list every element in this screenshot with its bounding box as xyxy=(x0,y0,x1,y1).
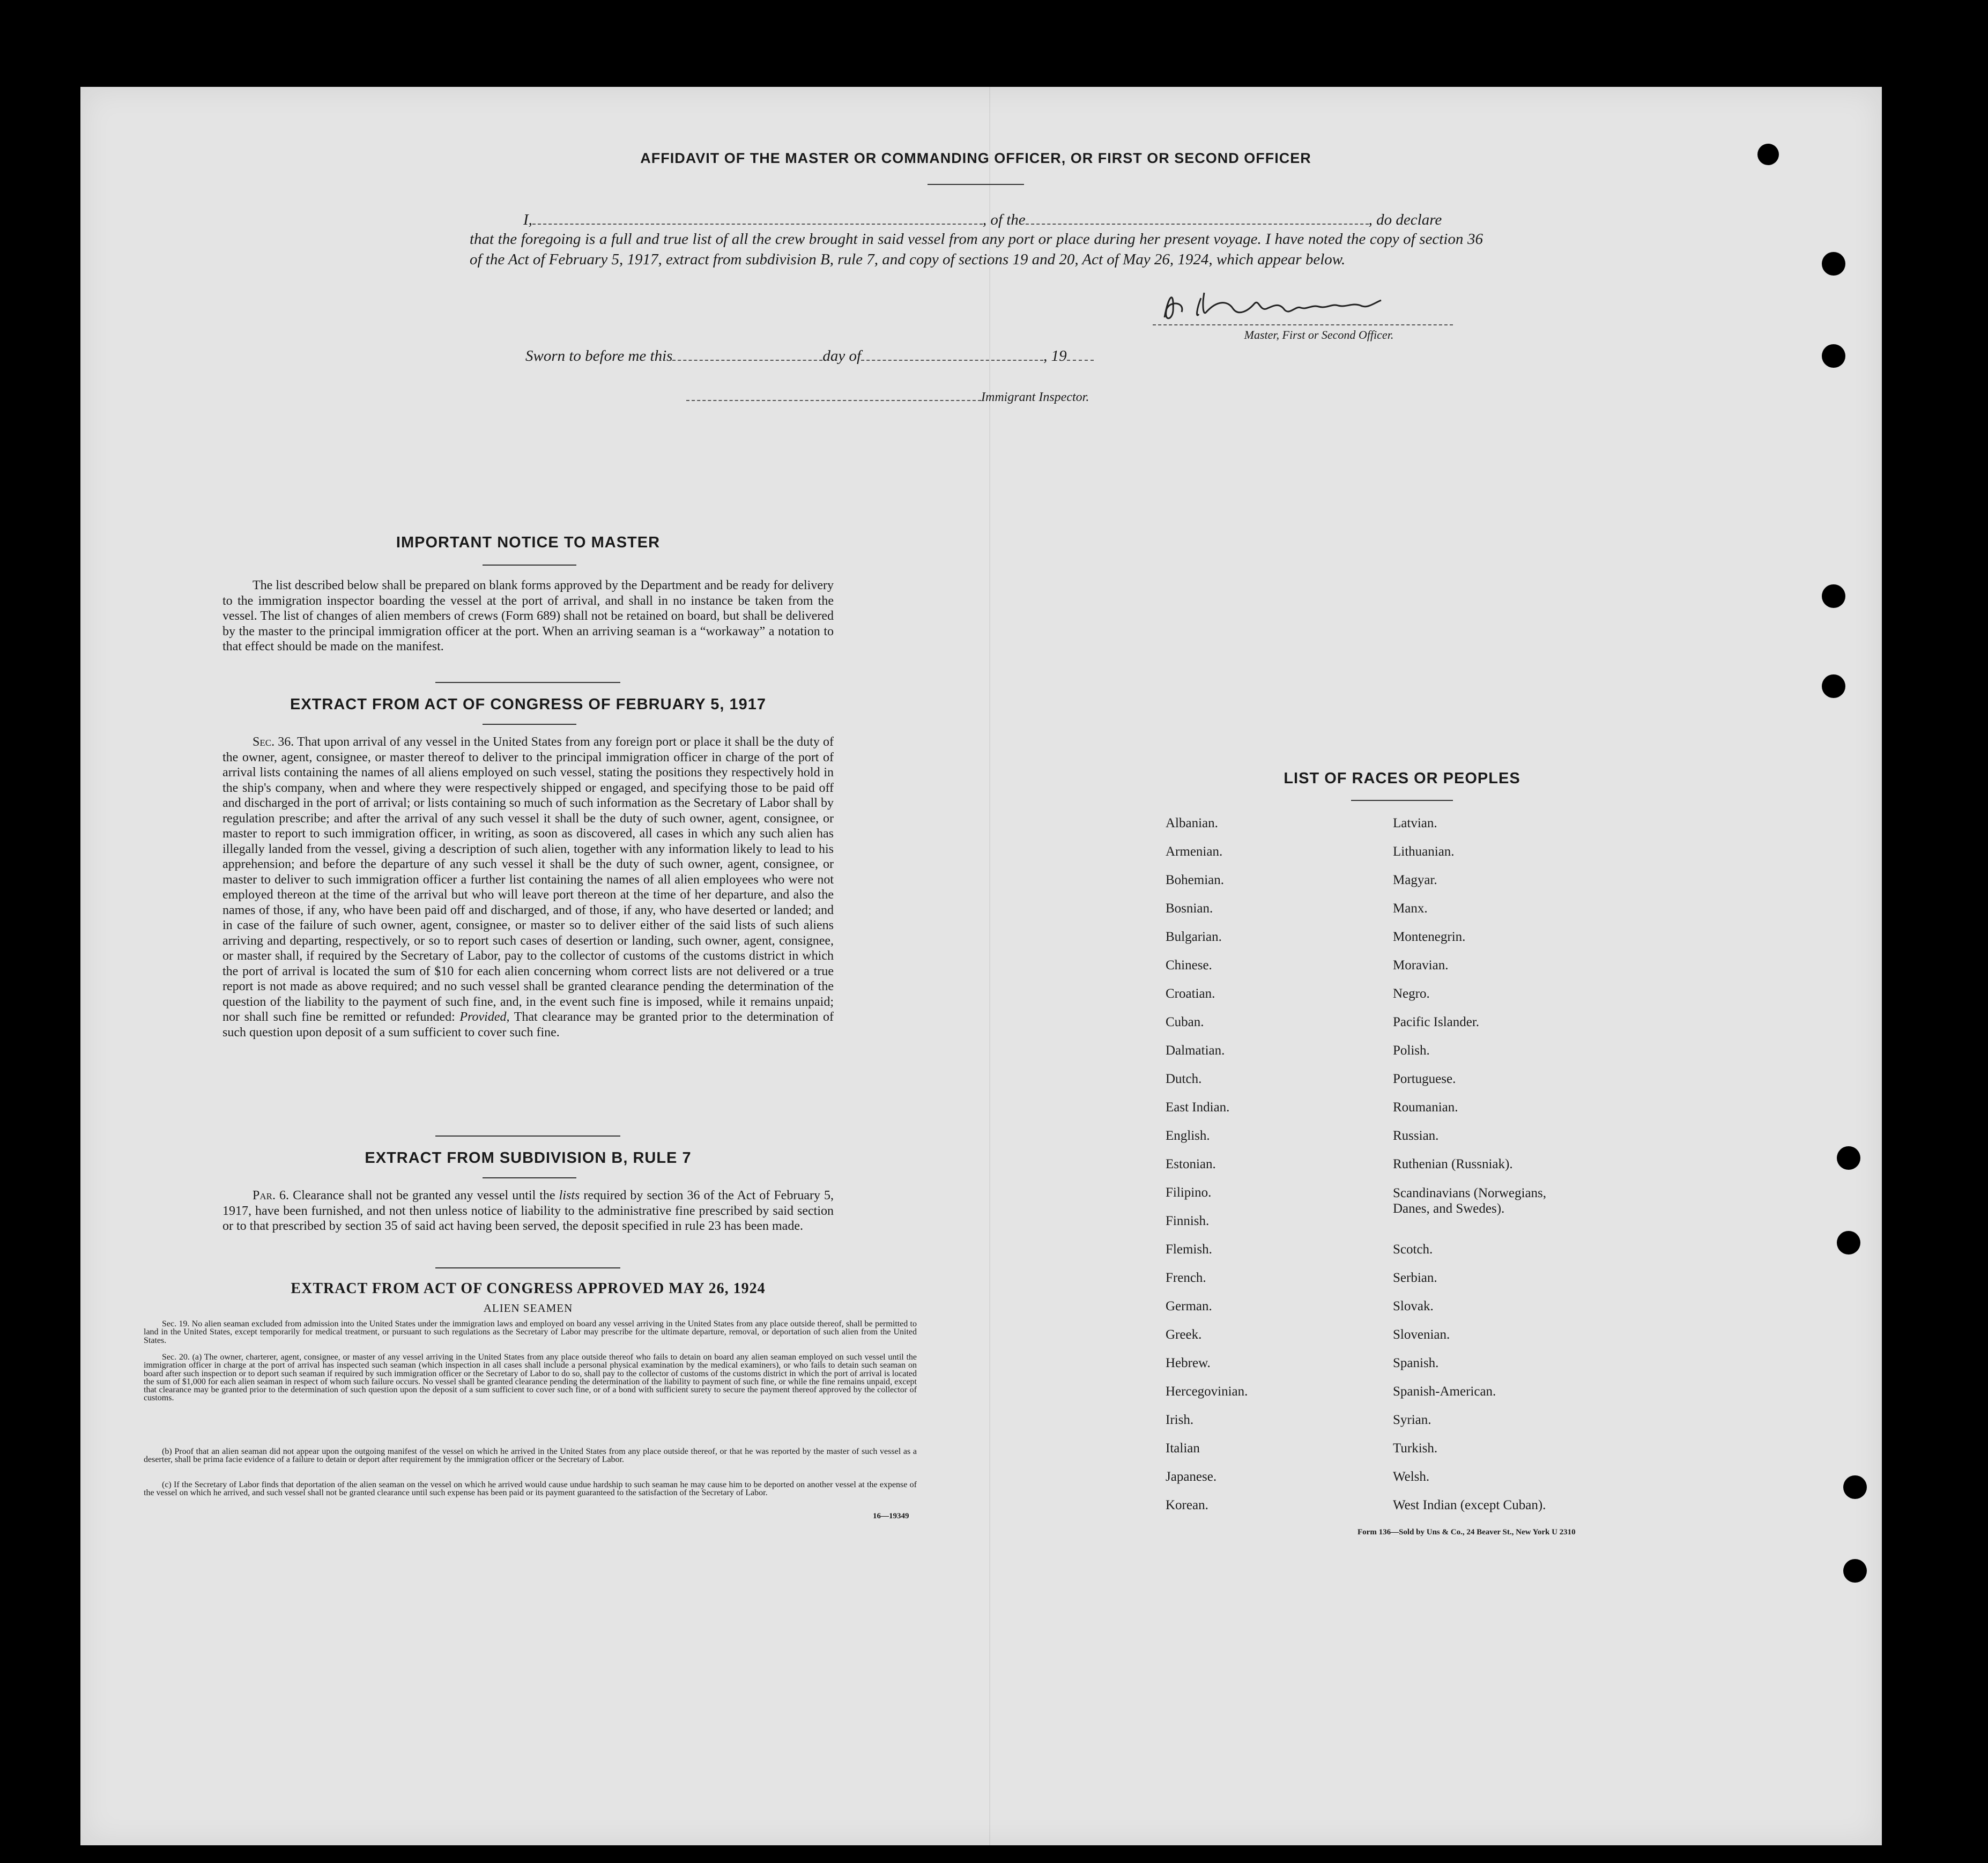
binder-hole xyxy=(1843,1475,1867,1499)
race-item: Dalmatian. xyxy=(1166,1043,1225,1058)
race-item: Greek. xyxy=(1166,1327,1202,1342)
race-item: Slovenian. xyxy=(1393,1327,1450,1342)
extract-1917-underline xyxy=(483,724,576,725)
race-item: Magyar. xyxy=(1393,873,1437,887)
form-note: Form 136—Sold by Uns & Co., 24 Beaver St., New York U 2310 xyxy=(1358,1528,1576,1537)
section-36-body: That upon arrival of any vessel in the United States from any foreign port or place it shall be the duty of the owner, agent, consignee, or master thereof to deliver to the principal immigration officer in charge of the port of arrival lists containing the names of all aliens employed on such vessel, stating the positions they respectively hold in the ship's company, when and where they were respectively shipped or engaged, and specifying those to be paid off and discharged in the port of arrival; or lists containing so much of such information as the Secretary of Labor shall by regulation prescribe; and after the arrival of any such vessel it shall be the duty of such owner, agent, consignee, or master to report to such immigration officer, in writing, as soon as discovered, all cases in which any such alien has illegally landed from the vessel, giving a description of such alien, together with any information likely to lead to his apprehension; and before the departure of any such vessel it shall be the duty of such owner, agent, consignee, or master to deliver to such immigration officer a further list containing the names of all alien employees who were not employed thereon at the time of the arrival but who will leave port thereon at the time of her departure, and also the names of those, if any, who have been paid off and discharged, and of those, if any, who have deserted or landed; and in case of the failure of such owner, agent, consignee, or master so to deliver either of the said lists of such aliens arriving and departing, respectively, or so to report such cases of desertion or landing, such owner, agent, consignee, or master shall, if required by the Secretary of Labor, pay to the collector of customs of the customs district in which the port of arrival is located the sum of $10 for each alien concerning whom correct lists are not delivered or a true report is not made as above required; and no such vessel shall be granted clearance pending the determination of the question of the liability to the payment of such fine, and, in the event such fine is imposed, while it remains unpaid; nor shall such fine be remitted or refunded: xyxy=(222,735,834,1024)
race-item: Montenegrin. xyxy=(1393,930,1466,944)
extract-1917-divider xyxy=(435,1135,620,1137)
sworn-line xyxy=(525,347,1094,365)
race-item: Scandinavians (Norwegians, Danes, and Swedes). xyxy=(1393,1186,1547,1216)
race-item: Slovak. xyxy=(1393,1299,1434,1313)
binder-hole xyxy=(1837,1231,1860,1255)
race-item: Italian xyxy=(1166,1441,1200,1456)
paragraph-6-label: Par. 6. xyxy=(253,1189,290,1203)
binder-hole xyxy=(1757,144,1779,165)
race-item: Irish. xyxy=(1166,1413,1194,1427)
inspector-blank[interactable] xyxy=(686,400,981,401)
title-underline xyxy=(928,184,1024,185)
declaration-i: I, xyxy=(523,211,532,228)
affidavit-body: that the foregoing is a full and true list of all the crew brought in said vessel from any port or place during her present voyage. I have noted the copy of section 36 of the Act of February 5, 1917, extract from subdivision B, rule 7, and copy of sections 19 and 20, Act of May 26, 1924, which appear below. xyxy=(470,231,1483,268)
race-item: Chinese. xyxy=(1166,958,1212,973)
sworn-year: , 19 xyxy=(1043,347,1067,365)
race-item: Pacific Islander. xyxy=(1393,1015,1480,1029)
notice-underline xyxy=(483,565,576,566)
race-item: Dutch. xyxy=(1166,1072,1202,1086)
subdivision-title: EXTRACT FROM SUBDIVISION B, RULE 7 xyxy=(365,1149,692,1167)
section-36-label: Sec. 36. xyxy=(253,735,294,749)
race-item: Cuban. xyxy=(1166,1015,1204,1029)
race-item: Syrian. xyxy=(1393,1413,1431,1427)
section-20b-text: (b) Proof that an alien seaman did not appear upon the outgoing manifest of the vessel on which he arrived in the United States from any place outside thereof, or that he was reported by the master of such vessel as a deserter, shall be prima facie evidence of a failure to detain or deport after requirement by the immigration officer or the Secretary of Labor. xyxy=(144,1447,917,1465)
section-36-text xyxy=(222,734,834,1040)
race-item: Lithuanian. xyxy=(1393,844,1455,859)
form-code: 16—19349 xyxy=(873,1512,909,1520)
declaration-line xyxy=(523,211,1483,229)
paragraph-6-lists: lists xyxy=(559,1189,580,1203)
race-item: Hebrew. xyxy=(1166,1356,1211,1370)
section-20a-text: Sec. 20. (a) The owner, charterer, agent, consignee, or master of any vessel arriving in the United States from any place outside thereof who fails to detain on board any alien seaman employed on such vessel until the immigration officer in charge at the port of arrival has inspected such seaman (which inspection in all cases shall include a personal physical examination by the medical examiners), or who fails to detain such seaman on board after such inspection or to deport such seaman if required by such immigration officer or the Secretary of Labor to do so, shall pay to the collector of customs of the customs district in which the port of arrival is located the sum of $1,000 for each alien seaman in respect of whom such failure occurs. No vessel shall be granted clearance pending the determination of the liability to payment of such fine, or while the fine remains unpaid, except that clearance may be granted prior to the determination of such question upon the deposit of a sum sufficient to cover such fine, or of a bond with sufficient surety to secure the payment thereof approved by the collector of customs. xyxy=(144,1353,917,1403)
races-title: LIST OF RACES OR PEOPLES xyxy=(1284,770,1520,787)
sworn-day-of: day of xyxy=(822,347,862,365)
affidavit-title: AFFIDAVIT OF THE MASTER OR COMMANDING OFFICER, OR FIRST OR SECOND OFFICER xyxy=(640,150,1311,166)
sworn-text: Sworn to before me this xyxy=(525,347,673,365)
day-blank[interactable] xyxy=(672,360,822,361)
declaration-do-declare: , do declare xyxy=(1368,211,1442,228)
race-item: Armenian. xyxy=(1166,844,1223,859)
race-item: Hercegovinian. xyxy=(1166,1384,1248,1399)
binder-hole xyxy=(1822,344,1845,368)
race-item: Welsh. xyxy=(1393,1469,1430,1484)
inspector-line xyxy=(686,390,1089,405)
race-item: Polish. xyxy=(1393,1043,1430,1058)
race-item: Spanish-American. xyxy=(1393,1384,1496,1399)
races-underline xyxy=(1351,800,1453,801)
extract-1917-title: EXTRACT FROM ACT OF CONGRESS OF FEBRUARY 5, 1917 xyxy=(290,696,767,713)
subdivision-divider xyxy=(435,1267,620,1268)
paragraph-6-body-b: required by section 36 of the Act of February 5, 1917, have been furnished, and not then unless notice of liability to the administrative fine prescribed by said section or to that prescribed by section 35 of said act having been served, the deposit specified in rule 23 has been made. xyxy=(222,1189,834,1233)
subdivision-underline xyxy=(483,1177,576,1178)
race-item: Manx. xyxy=(1393,901,1428,916)
race-item: Latvian. xyxy=(1393,816,1437,830)
declaration-of-the: , of the xyxy=(982,211,1026,228)
section-36-body-end: That clearance may be granted prior to the determination of such question upon deposit of a sum sufficient to cover such fine. xyxy=(222,1010,834,1040)
race-item: Russian. xyxy=(1393,1129,1439,1143)
alien-seamen-subtitle: ALIEN SEAMEN xyxy=(483,1302,573,1315)
race-item: Portuguese. xyxy=(1393,1072,1456,1086)
section-19-text: Sec. 19. No alien seaman excluded from admission into the United States under the immigration laws and employed on board any vessel arriving in the United States from any place outside thereof, shall be permitted to land in the United States, except temporarily for medical treatment, or pursuant to such regulations as the Secretary of Labor may prescribe for the ultimate departure, removal, or deportation of such alien from the United States. xyxy=(144,1319,917,1345)
race-item: Japanese. xyxy=(1166,1469,1217,1484)
race-item: Albanian. xyxy=(1166,816,1218,830)
paragraph-6-body-a: Clearance shall not be granted any vessel until the xyxy=(293,1189,555,1203)
race-item: Filipino. xyxy=(1166,1185,1212,1200)
notice-divider xyxy=(435,682,620,683)
binder-hole xyxy=(1822,584,1845,608)
race-item: Bosnian. xyxy=(1166,901,1213,916)
race-item: Flemish. xyxy=(1166,1242,1212,1257)
section-20c-text: (c) If the Secretary of Labor finds that deportation of the alien seaman on the vessel on which he arrived would cause undue hardship to such seaman he may cause him to be deported on another vessel at the expense of the vessel on which he arrived, and such vessel shall not be granted clearance until such expense has been paid or its payment guaranteed to the satisfaction of the Secretary of Labor. xyxy=(144,1480,917,1498)
extract-1924-title: EXTRACT FROM ACT OF CONGRESS APPROVED MAY 26, 1924 xyxy=(291,1280,766,1297)
race-item: Turkish. xyxy=(1393,1441,1438,1456)
binder-hole xyxy=(1822,674,1845,698)
race-item: East Indian. xyxy=(1166,1100,1230,1115)
signature-line xyxy=(1153,324,1453,325)
paragraph-6-text xyxy=(222,1188,834,1234)
race-item: Negro. xyxy=(1393,986,1430,1001)
race-item: English. xyxy=(1166,1129,1210,1143)
race-item: French. xyxy=(1166,1271,1206,1285)
notice-body: The list described below shall be prepared on blank forms approved by the Department and be ready for delivery to the immigration inspector boarding the vessel at the port of arrival, and shall in no instance be taken from the vessel. The list of changes of alien members of crews (Form 689) shall not be retained on board, but shall be delivered by the master to the principal immigration officer at the port. When an arriving seaman is a “workaway” a notation to that effect should be made on the manifest. xyxy=(222,578,834,654)
officer-signature xyxy=(1153,279,1453,327)
race-item: West Indian (except Cuban). xyxy=(1393,1498,1546,1512)
month-blank[interactable] xyxy=(861,360,1043,361)
vessel-blank[interactable] xyxy=(1026,224,1369,225)
race-item: Serbian. xyxy=(1393,1271,1437,1285)
inspector-caption: Immigrant Inspector. xyxy=(981,390,1089,404)
notice-title: IMPORTANT NOTICE TO MASTER xyxy=(396,534,661,551)
section-36-provided: Provided, xyxy=(459,1010,510,1024)
race-item: Croatian. xyxy=(1166,986,1215,1001)
binder-hole xyxy=(1843,1559,1867,1583)
binder-hole xyxy=(1822,252,1845,276)
race-item: Estonian. xyxy=(1166,1157,1216,1171)
signature-caption: Master, First or Second Officer. xyxy=(1244,328,1394,342)
year-blank[interactable] xyxy=(1067,360,1094,361)
race-item: Scotch. xyxy=(1393,1242,1433,1257)
race-item: Finnish. xyxy=(1166,1214,1210,1228)
name-blank[interactable] xyxy=(532,224,983,225)
race-item: Bohemian. xyxy=(1166,873,1225,887)
race-item: Spanish. xyxy=(1393,1356,1439,1370)
race-item: Roumanian. xyxy=(1393,1100,1458,1115)
race-item: Bulgarian. xyxy=(1166,930,1222,944)
race-item: German. xyxy=(1166,1299,1212,1313)
race-item: Korean. xyxy=(1166,1498,1208,1512)
race-item: Moravian. xyxy=(1393,958,1449,973)
race-item: Ruthenian (Russniak). xyxy=(1393,1157,1513,1171)
binder-hole xyxy=(1837,1146,1860,1170)
